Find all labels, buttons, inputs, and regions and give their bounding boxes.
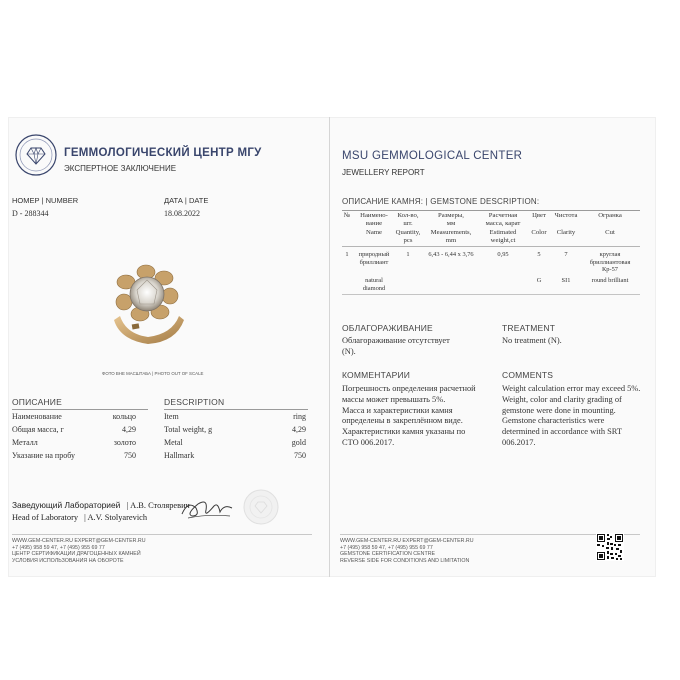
stone-qty: 1 [406, 251, 410, 258]
description-ru-header: ОПИСАНИЕ [12, 397, 62, 407]
desc-ru-value: кольцо [112, 412, 136, 421]
col-cut-ru: Огранка [598, 212, 622, 219]
desc-ru-value: 4,29 [122, 425, 136, 434]
footer-line: WWW.GEM-CENTER.RU EXPERT@GEM-CENTER.RU [340, 538, 474, 544]
seal-icon [242, 488, 280, 526]
head-ru-name: | А.В. Столяревич [126, 501, 190, 510]
footer-line: +7 (495) 958 59 47, +7 (495) 955 69 77 [12, 544, 105, 551]
treatment-ru-text: Облагораживание отсутствует (N). [342, 336, 450, 356]
footer-line: ЦЕНТР СЕРТИФИКАЦИИ ДРАГОЦЕННЫХ КАМНЕЙ [12, 551, 141, 558]
number-label: НОМЕР | NUMBER [12, 196, 79, 205]
lab-title-en: MSU GEMMOLOGICAL CENTER [342, 150, 523, 162]
stone-name-en: natural diamond [362, 277, 386, 292]
head-ru-title: Заведующий Лабораторией [12, 500, 121, 510]
right-footer [340, 538, 474, 564]
desc-ru-value: золото [113, 438, 136, 447]
report-title-en: JEWELLERY REPORT [342, 168, 425, 177]
footer-line: УСЛОВИЯ ИСПОЛЬЗОВАНИЯ НА ОБОРОТЕ [12, 557, 124, 564]
date-value: 18.08.2022 [164, 209, 200, 218]
footer-line: +7 (495) 958 59 47, +7 (495) 955 69 77 [340, 544, 433, 551]
head-en-name: | A.V. Stolyarevich [84, 513, 148, 522]
stone-cut-ru: круглая бриллиантовая Кр-57 [589, 251, 631, 273]
report-title-ru: ЭКСПЕРТНОЕ ЗАКЛЮЧЕНИЕ [64, 164, 177, 173]
treatment-en-text: No treatment (N). [502, 336, 562, 345]
stone-cut-en: round brilliant [591, 277, 629, 284]
desc-en-value: ring [293, 412, 306, 421]
comments-ru-text: Погрешность определения расчетной массы может превышать 5%. Масса и характеристики камня определены в закреплённом виде. Характеристики камня указаны по СТО 006.2017. [342, 384, 476, 447]
date-label: ДАТА | DATE [164, 196, 209, 205]
head-of-lab-en [12, 513, 147, 522]
comments-en-header: COMMENTS [502, 370, 554, 380]
page-divider [329, 117, 330, 577]
col-name-en: Name [366, 229, 382, 236]
desc-ru-label: Указание на пробу [12, 451, 75, 460]
stone-no: 1 [345, 251, 349, 258]
desc-en-value: 750 [294, 451, 306, 460]
footer-line: GEMSTONE CERTIFICATION CENTRE [340, 551, 436, 558]
qr-code-icon [596, 533, 624, 561]
col-weight-en: Estimated weight,ct [489, 229, 517, 245]
col-weight-ru: Расчетная масса, карат [485, 212, 521, 228]
gemstone-table-bottom-rule [342, 294, 640, 295]
stone-clarity-en: SI1 [561, 277, 571, 284]
head-en-title: Head of Laboratory [12, 513, 79, 522]
desc-ru-label: Общая масса, г [12, 425, 64, 434]
comments-ru-header: КОММЕНТАРИИ [342, 370, 411, 380]
gemstone-header-rule [342, 210, 640, 211]
footer-line: REVERSE SIDE FOR CONDITIONS AND LIMITATION [340, 557, 470, 564]
description-en-header: DESCRIPTION [164, 397, 225, 407]
msu-logo-icon [14, 133, 58, 177]
col-qty-ru: Кол-во, шт. [397, 212, 419, 228]
desc-en-value: 4,29 [292, 425, 306, 434]
stone-clarity-ru: 7 [564, 251, 568, 258]
lab-title-ru: ГЕММОЛОГИЧЕСКИЙ ЦЕНТР МГУ [64, 147, 262, 159]
number-value: D - 288344 [12, 209, 49, 218]
description-ru-rule [12, 409, 148, 410]
stone-weight: 0,95 [497, 251, 509, 258]
left-footer-rule [12, 534, 312, 535]
desc-en-label: Metal [164, 438, 183, 447]
col-cut-en: Cut [605, 229, 615, 236]
treatment-ru-header: ОБЛАГОРАЖИВАНИЕ [342, 323, 433, 333]
col-no: № [343, 212, 351, 219]
footer-line: WWW.GEM-CENTER.RU EXPERT@GEM-CENTER.RU [12, 538, 146, 544]
right-footer-rule [340, 534, 640, 535]
description-en-rule [164, 409, 308, 410]
stone-color-ru: 5 [537, 251, 541, 258]
desc-ru-value: 750 [124, 451, 136, 460]
left-footer [12, 538, 146, 564]
col-clarity-ru: Чистота [554, 212, 578, 219]
col-clarity-en: Clarity [556, 229, 576, 236]
desc-en-value: gold [291, 438, 306, 447]
desc-ru-label: Наименование [12, 412, 62, 421]
signature-icon [178, 494, 238, 524]
desc-en-label: Hallmark [164, 451, 195, 460]
stone-color-en: G [536, 277, 542, 284]
gemstone-table-rule [342, 246, 640, 247]
stone-name-ru: природный бриллиант [358, 251, 390, 266]
col-measure-ru: Размеры, мм [438, 212, 464, 228]
desc-ru-label: Металл [12, 438, 38, 447]
gemstone-description-header: ОПИСАНИЕ КАМНЯ: | GEMSTONE DESCRIPTION: [342, 197, 540, 206]
ring-photo [102, 258, 192, 350]
comments-en-text: Weight calculation error may exceed 5%. Weight, color and clarity grading of gemstone were done in mounting. Gemstone characteristics were determined in accordance with SRT 006.2017. [502, 384, 641, 447]
col-name-ru: Наимено- вание [360, 212, 388, 228]
desc-en-label: Item [164, 412, 179, 421]
col-color-ru: Цвет [532, 212, 546, 219]
col-measure-en: Measurements, mm [430, 229, 472, 245]
col-qty-en: Quantity, pcs [395, 229, 421, 245]
desc-en-label: Total weight, g [164, 425, 213, 434]
head-of-lab-ru [12, 500, 190, 510]
stone-measurements: 6,43 - 6,44 x 3,76 [428, 251, 474, 258]
photo-caption: ФОТО ВНЕ МАСШТАБА | PHOTO OUT OF SCALE [102, 371, 204, 376]
col-color-en: Color [531, 229, 547, 236]
treatment-en-header: TREATMENT [502, 323, 556, 333]
